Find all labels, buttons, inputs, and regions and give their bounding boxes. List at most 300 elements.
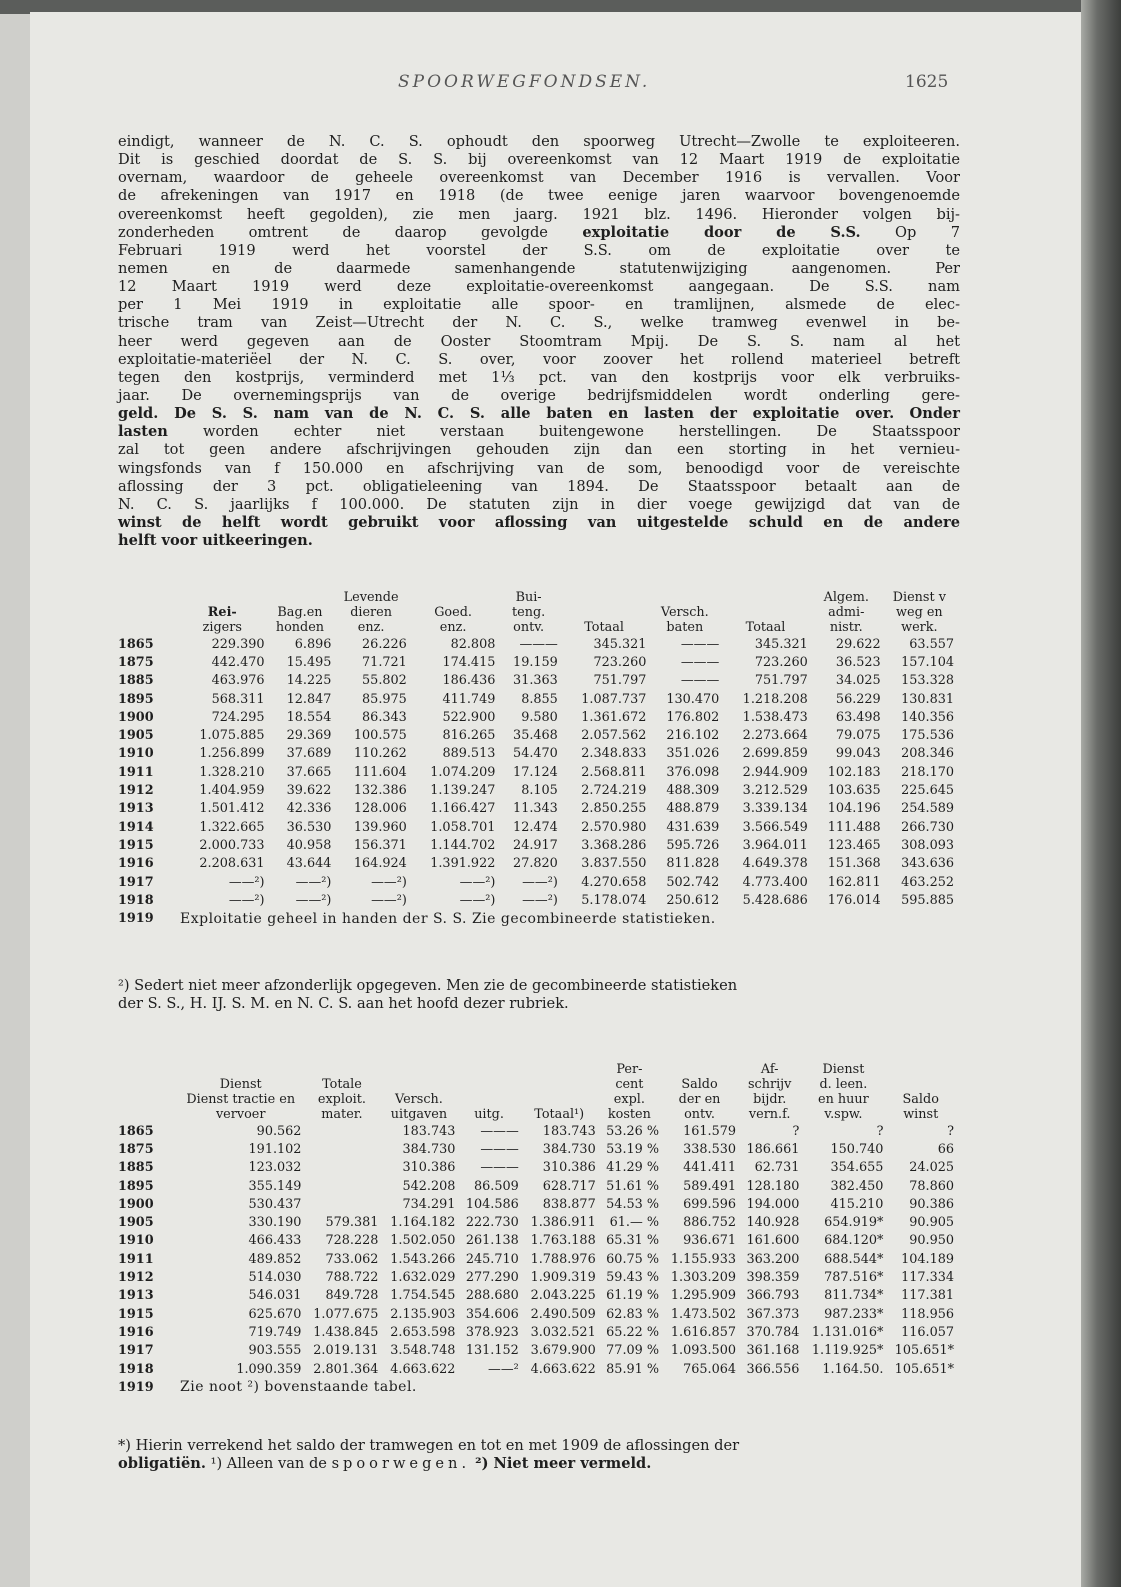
table-cell: 194.000 <box>746 1196 800 1212</box>
table-cell: 1.164.50. <box>822 1361 884 1377</box>
table-cell: 27.820 <box>513 856 558 872</box>
column-header: Totaal <box>584 620 624 635</box>
table-cell: 936.671 <box>683 1233 736 1249</box>
table-cell: 128.006 <box>353 801 407 817</box>
table-cell: 62.731 <box>754 1160 800 1176</box>
table-cell: 12.474 <box>513 819 558 835</box>
footnote-spaced-word: spoorwegen. <box>331 1455 471 1472</box>
column-header: Algem. <box>823 590 869 605</box>
table-cell: 751.797 <box>754 673 808 689</box>
table-cell: 90.386 <box>909 1196 954 1212</box>
table-cell: 63.557 <box>909 636 954 652</box>
table-cell: 3.368.286 <box>581 837 647 853</box>
column-header: Dienst tractie en <box>186 1092 296 1107</box>
table-cell: 118.956 <box>901 1306 954 1322</box>
table-cell: 14.225 <box>286 673 332 689</box>
table-row <box>118 1360 956 1378</box>
table-cell: 4.270.658 <box>581 874 647 890</box>
column-header <box>267 590 334 605</box>
header-row <box>118 620 956 635</box>
column-header: winst <box>903 1107 939 1122</box>
table-cell: 183.743 <box>542 1123 596 1139</box>
table-cell: 65.31 % <box>606 1233 660 1249</box>
table-cell: 116.057 <box>901 1324 954 1340</box>
table-cell: 26.226 <box>362 636 407 652</box>
table-cell: 788.722 <box>325 1270 379 1286</box>
column-header: Totaal¹) <box>534 1107 585 1122</box>
paragraph-line <box>118 169 960 187</box>
table-cell: 54.53 % <box>606 1196 660 1212</box>
table-row <box>118 653 956 671</box>
column-header: Totaal <box>745 620 786 635</box>
table-row <box>118 781 956 799</box>
column-header: Dienst <box>219 1077 262 1092</box>
table-cell: 1.502.050 <box>390 1233 456 1249</box>
table-cell: 29.369 <box>286 728 332 744</box>
running-head-title: SPOORWEGFONDSEN. <box>398 72 651 92</box>
column-header: Dienst <box>822 1062 865 1077</box>
table-cell: 849.728 <box>325 1288 379 1304</box>
table-cell: 522.900 <box>442 709 496 725</box>
table-cell: 366.556 <box>746 1361 800 1377</box>
table-cell: 361.168 <box>746 1343 800 1359</box>
table-row <box>118 1213 956 1231</box>
column-header: enz. <box>439 620 467 635</box>
table-cell: 1.166.427 <box>430 801 496 817</box>
year-cell: 1919 <box>118 1379 154 1395</box>
table-cell: 719.749 <box>248 1324 302 1340</box>
paragraph-text: worden echter niet verstaan buitengewone herstellingen. De Staatsspoor <box>167 423 960 441</box>
table-cell: 1.218.208 <box>742 691 808 707</box>
column-header: vervoer <box>215 1107 266 1122</box>
table-cell: 104.586 <box>465 1196 519 1212</box>
table-cell: 489.852 <box>248 1251 302 1267</box>
column-header: d. leen. <box>819 1077 868 1092</box>
year-cell: 1912 <box>118 783 154 799</box>
column-header <box>721 590 810 605</box>
year-cell: 1900 <box>118 709 154 725</box>
table-cell: 1.632.029 <box>390 1270 456 1286</box>
table-cell: 376.098 <box>666 764 720 780</box>
table-cell: 90.905 <box>909 1215 954 1231</box>
table-cell: 2.057.562 <box>581 728 647 744</box>
paragraph-text: lasten <box>118 423 168 441</box>
table-row <box>118 891 956 909</box>
table-cell: 345.321 <box>593 636 647 652</box>
table-cell: 2.000.733 <box>199 837 265 853</box>
table-cell: 354.655 <box>830 1160 884 1176</box>
table-cell: 466.433 <box>248 1233 302 1249</box>
table-cell: 130.470 <box>666 691 720 707</box>
table-cell: 595.885 <box>901 892 954 908</box>
column-header <box>661 1062 738 1077</box>
book-edge <box>1081 0 1121 1587</box>
column-header: Levende <box>343 590 399 605</box>
year-cell: 1916 <box>118 856 154 872</box>
table-cell: ——— <box>680 673 720 689</box>
paragraph-text <box>894 405 909 422</box>
table-cell: 131.152 <box>465 1343 519 1359</box>
year-cell: 1905 <box>118 1215 154 1231</box>
column-header: weg en <box>896 605 943 620</box>
paragraph-text: exploitatie door de S.S. <box>582 223 861 241</box>
table-cell: 724.295 <box>211 709 265 725</box>
table-cell: 111.604 <box>353 764 407 780</box>
table-row <box>118 1195 956 1213</box>
table-cell: ——— <box>480 1141 519 1157</box>
year-cell: 1915 <box>118 1306 154 1322</box>
year-cell: 1916 <box>118 1324 154 1340</box>
column-header: Saldo <box>902 1092 939 1107</box>
table-row-last <box>118 1378 956 1396</box>
table-cell: 37.665 <box>286 764 332 780</box>
table-cell: 2.490.509 <box>530 1306 596 1322</box>
table-cell: 3.212.529 <box>742 783 808 799</box>
paragraph-text: heer werd gegeven aan de Ooster Stoomtram Mpij. De S. S. nam al het <box>118 332 960 350</box>
year-cell: 1917 <box>118 874 154 890</box>
paragraph-line <box>118 314 960 332</box>
table-cell: 351.026 <box>666 746 720 762</box>
table-cell: 734.291 <box>402 1196 456 1212</box>
paragraph-text: zal tot geen andere afschrijvingen gehouden zijn dan een storting in het vernieu- <box>118 441 960 459</box>
table-cell: 2.801.364 <box>313 1361 379 1377</box>
table-cell: 1.909.319 <box>530 1270 596 1286</box>
column-header <box>885 1077 956 1092</box>
table-cell: 245.710 <box>465 1251 519 1267</box>
column-header <box>118 1107 178 1122</box>
table-cell: 4.773.400 <box>742 874 808 890</box>
table-cell: 61.19 % <box>606 1288 660 1304</box>
column-header <box>560 605 649 620</box>
table-cell: 34.025 <box>835 673 881 689</box>
table-cell: 398.359 <box>746 1270 800 1286</box>
table-cell: 488.309 <box>666 783 720 799</box>
table-cell: ——²) <box>371 874 407 890</box>
table-row <box>118 818 956 836</box>
table-cell: 811.828 <box>666 856 720 872</box>
year-cell: 1912 <box>118 1270 154 1286</box>
column-header <box>409 590 498 605</box>
table-cell: 128.180 <box>746 1178 800 1194</box>
year-cell: 1919 <box>118 911 154 927</box>
table-cell: 225.645 <box>901 783 954 799</box>
column-header: bijdr. <box>753 1092 787 1107</box>
header-row <box>118 1107 956 1122</box>
table-cell: 175.536 <box>901 728 954 744</box>
table-cell: 1.164.182 <box>390 1215 456 1231</box>
table-cell: 71.721 <box>362 654 407 670</box>
table-cell: 1.616.857 <box>670 1324 736 1340</box>
table-cell: 105.651* <box>894 1343 954 1359</box>
table-cell: ? <box>792 1123 800 1139</box>
header-row <box>118 605 956 620</box>
table-cell: 811.734* <box>824 1288 884 1304</box>
table-cell: 229.390 <box>211 636 265 652</box>
table-cell: 250.612 <box>666 892 720 908</box>
column-header: schrijv <box>747 1077 792 1092</box>
table-cell: 59.43 % <box>606 1270 660 1286</box>
year-cell: 1913 <box>118 1288 154 1304</box>
table-cell: 1.119.925* <box>811 1343 884 1359</box>
table-cell: 384.730 <box>402 1141 456 1157</box>
column-header <box>521 1062 598 1077</box>
table-cell: 589.491 <box>683 1178 736 1194</box>
column-header: exploit. <box>317 1092 366 1107</box>
header-row <box>118 1077 956 1092</box>
table-cell: ——— <box>519 636 558 652</box>
table-cell: 343.636 <box>901 856 954 872</box>
table-cell: 382.450 <box>830 1178 884 1194</box>
table-cell: 111.488 <box>827 819 881 835</box>
paragraph-line <box>118 333 960 351</box>
footnote-revenue-table <box>118 977 960 1013</box>
table-row <box>118 1159 956 1177</box>
table-cell: 85.91 % <box>606 1361 660 1377</box>
paragraph-line <box>118 351 960 369</box>
table-cell: 1.058.701 <box>430 819 496 835</box>
year-cell: 1913 <box>118 801 154 817</box>
table-cell: 2.019.131 <box>313 1343 379 1359</box>
table-cell: 62.83 % <box>606 1306 660 1322</box>
table-cell: 886.752 <box>683 1215 736 1231</box>
table-cell: 65.22 % <box>606 1324 660 1340</box>
column-header: baten <box>666 620 704 635</box>
table-row <box>118 1305 956 1323</box>
table-cell: 1.295.909 <box>670 1288 736 1304</box>
body-paragraph <box>118 133 960 550</box>
column-header: werk. <box>901 620 938 635</box>
table-cell: 354.606 <box>465 1306 519 1322</box>
table-cell: 1.090.359 <box>236 1361 302 1377</box>
table-cell: 654.919* <box>824 1215 884 1231</box>
table-cell: 3.032.521 <box>530 1324 596 1340</box>
table-cell: 310.386 <box>542 1160 596 1176</box>
paragraph-line <box>118 460 960 478</box>
column-header: uitg. <box>474 1107 504 1122</box>
table-cell: ——— <box>480 1123 519 1139</box>
table-cell: 186.436 <box>442 673 496 689</box>
year-cell: 1895 <box>118 1178 154 1194</box>
paragraph-text: per 1 Mei 1919 in exploitatie alle spoor- en tramlijnen, alsmede de elec- <box>118 296 960 314</box>
column-header: honden <box>275 620 325 635</box>
table-row <box>118 672 956 690</box>
table-cell: 55.802 <box>362 673 407 689</box>
table-cell: 37.689 <box>286 746 332 762</box>
paragraph-text: Februari 1919 werd het voorstel der S.S. om de exploitatie over te <box>118 241 960 259</box>
footnote-line <box>118 1455 960 1473</box>
table-cell: 53.26 % <box>606 1123 660 1139</box>
paragraph-line <box>118 405 960 423</box>
table-cell: 139.960 <box>353 819 407 835</box>
table-cell: 625.670 <box>248 1306 302 1322</box>
table-cell: ——²) <box>295 874 332 890</box>
table-cell: ? <box>876 1123 884 1139</box>
paragraph-line <box>118 187 960 205</box>
table-row <box>118 745 956 763</box>
table-cell: 176.802 <box>666 709 720 725</box>
column-header: Saldo <box>681 1077 718 1092</box>
column-header <box>118 1077 178 1092</box>
year-cell: 1911 <box>118 1251 154 1267</box>
table-row <box>118 726 956 744</box>
table-row <box>118 800 956 818</box>
table-row <box>118 1250 956 1268</box>
table-cell <box>303 1122 380 1140</box>
table-cell: 765.064 <box>683 1361 736 1377</box>
column-header: Bui- <box>515 590 542 605</box>
table-cell: 161.600 <box>746 1233 800 1249</box>
table-cell: 684.120* <box>824 1233 884 1249</box>
column-header <box>885 1062 956 1077</box>
table-cell: 463.252 <box>901 874 954 890</box>
table-cell: 1.438.845 <box>313 1324 379 1340</box>
column-header: en huur <box>818 1092 869 1107</box>
table-row <box>118 708 956 726</box>
table-cell: 310.386 <box>402 1160 456 1176</box>
column-header <box>118 605 178 620</box>
table-cell: 41.29 % <box>606 1160 660 1176</box>
table-cell: 2.043.225 <box>530 1288 596 1304</box>
table-cell: 3.679.900 <box>530 1343 596 1359</box>
paragraph-text: geld. De S. S. nam van de N. C. S. alle baten en lasten der exploitatie over. <box>118 405 895 423</box>
table-row <box>118 1232 956 1250</box>
table-cell: 162.811 <box>827 874 881 890</box>
column-header <box>118 620 178 635</box>
column-header <box>560 590 649 605</box>
table-cell: 254.589 <box>901 801 954 817</box>
table-cell: 31.363 <box>513 673 558 689</box>
table-cell: 1.303.209 <box>670 1270 736 1286</box>
table-cell: ——²) <box>459 892 496 908</box>
table-cell: 12.847 <box>286 691 332 707</box>
page-number: 1625 <box>905 72 949 92</box>
table-cell: ——²) <box>228 874 265 890</box>
column-header: Versch. <box>395 1092 443 1107</box>
year-cell: 1914 <box>118 819 154 835</box>
header-row <box>118 1062 956 1077</box>
paragraph-text: 12 Maart 1919 werd deze exploitatie-overeenkomst aangegaan. De S.S. nam <box>118 278 960 296</box>
table-cell: ——— <box>680 654 720 670</box>
running-head <box>0 72 1121 94</box>
paragraph-line <box>118 478 960 496</box>
column-header: Dienst v <box>892 590 946 605</box>
table-cell: 816.265 <box>442 728 496 744</box>
table-cell: 367.373 <box>746 1306 800 1322</box>
table-cell: 36.530 <box>286 819 332 835</box>
table-cell: 8.855 <box>521 691 558 707</box>
year-cell: 1875 <box>118 654 154 670</box>
table-cell: ——²) <box>522 892 558 908</box>
table-cell: 568.311 <box>211 691 265 707</box>
column-header: v.spw. <box>824 1107 863 1122</box>
table-row <box>118 855 956 873</box>
paragraph-text: eindigt, wanneer de N. C. S. ophoudt den spoorweg Utrecht—Zwolle te exploiteeren. <box>118 133 960 150</box>
footnote-word: obligatiën. <box>118 1455 206 1472</box>
table-row <box>118 1140 956 1158</box>
table-cell: 90.950 <box>909 1233 954 1249</box>
table-cell: 63.498 <box>835 709 881 725</box>
table-cell: 628.717 <box>542 1178 596 1194</box>
column-header <box>457 1092 520 1107</box>
table-cell: 105.651* <box>894 1361 954 1377</box>
paragraph-line <box>118 278 960 296</box>
table-cell: 3.339.134 <box>742 801 808 817</box>
table-cell: 1.093.500 <box>670 1343 736 1359</box>
table-cell: 1.328.210 <box>199 764 265 780</box>
table-cell: 345.321 <box>754 636 808 652</box>
table-cell: 502.742 <box>666 874 720 890</box>
table-cell: 54.470 <box>513 746 558 762</box>
paragraph-text: Onder <box>909 405 961 423</box>
table-cell: 3.566.549 <box>742 819 808 835</box>
column-header <box>521 1077 598 1092</box>
column-header: vern.f. <box>748 1107 791 1122</box>
table-cell: ——— <box>480 1160 519 1176</box>
table-cell: 415.210 <box>830 1196 884 1212</box>
column-header: expl. <box>613 1092 645 1107</box>
table-cell: 186.661 <box>746 1141 800 1157</box>
table-cell: 1.391.922 <box>430 856 496 872</box>
table-cell: 2.653.598 <box>390 1324 456 1340</box>
table-cell: 1.538.473 <box>742 709 808 725</box>
table-cell: 36.523 <box>835 654 881 670</box>
column-header: nistr. <box>829 620 863 635</box>
year-cell: 1895 <box>118 691 154 707</box>
table-cell: 2.850.255 <box>581 801 647 817</box>
column-header <box>380 1062 457 1077</box>
table-cell: 176.014 <box>827 892 881 908</box>
year-cell: 1875 <box>118 1141 154 1157</box>
year-cell: 1915 <box>118 837 154 853</box>
table-cell: 903.555 <box>248 1343 302 1359</box>
table-cell: 384.730 <box>542 1141 596 1157</box>
table-cell: 723.260 <box>754 654 808 670</box>
year-cell: 1885 <box>118 1160 154 1176</box>
year-cell: 1900 <box>118 1196 154 1212</box>
table-cell: 8.105 <box>521 783 558 799</box>
table-cell: 838.877 <box>542 1196 596 1212</box>
table-cell: 1.077.675 <box>313 1306 379 1322</box>
table-cell: 277.290 <box>465 1270 519 1286</box>
paragraph-text: overnam, waardoor de geheele overeenkomst van December 1916 is vervallen. Voor <box>118 169 960 187</box>
table-cell: 53.19 % <box>606 1141 660 1157</box>
table-cell: 103.635 <box>827 783 881 799</box>
table-cell: 130.831 <box>901 691 954 707</box>
table-cell: 1.763.188 <box>530 1233 596 1249</box>
paragraph-line <box>118 387 960 405</box>
table-cell: 1.075.885 <box>199 728 265 744</box>
table-cell: 2.570.980 <box>581 819 647 835</box>
paragraph-text: overeenkomst heeft gegolden), zie men jaarg. 1921 blz. 1496. Hieronder volgen bij- <box>118 205 960 223</box>
table-cell: 579.381 <box>325 1215 379 1231</box>
table-cell <box>303 1195 380 1213</box>
paragraph-line <box>118 151 960 169</box>
paragraph-text: jaar. De overnemingsprijs van de overige bedrijfsmiddelen wordt onderling gere- <box>118 386 960 404</box>
table-cell: ——²) <box>228 892 265 908</box>
table-cell: 488.879 <box>666 801 720 817</box>
paragraph-text: exploitatie-materiëel der N. C. S. over, voor zoover het rollend materieel betreft <box>118 350 960 368</box>
table-cell: 6.896 <box>294 636 332 652</box>
table-cell: 2.724.219 <box>581 783 647 799</box>
table-cell: 2.568.811 <box>581 764 647 780</box>
column-header: kosten <box>607 1107 651 1122</box>
paragraph-text: trische tram van Zeist—Utrecht der N. C. S., welke tramweg evenwel in be- <box>118 314 960 332</box>
footnote-text: ²) Niet meer vermeld. <box>470 1455 652 1472</box>
table-cell: 2.273.664 <box>742 728 808 744</box>
table-cell: 24.917 <box>513 837 558 853</box>
column-header <box>721 605 810 620</box>
table-cell: 514.030 <box>248 1270 302 1286</box>
